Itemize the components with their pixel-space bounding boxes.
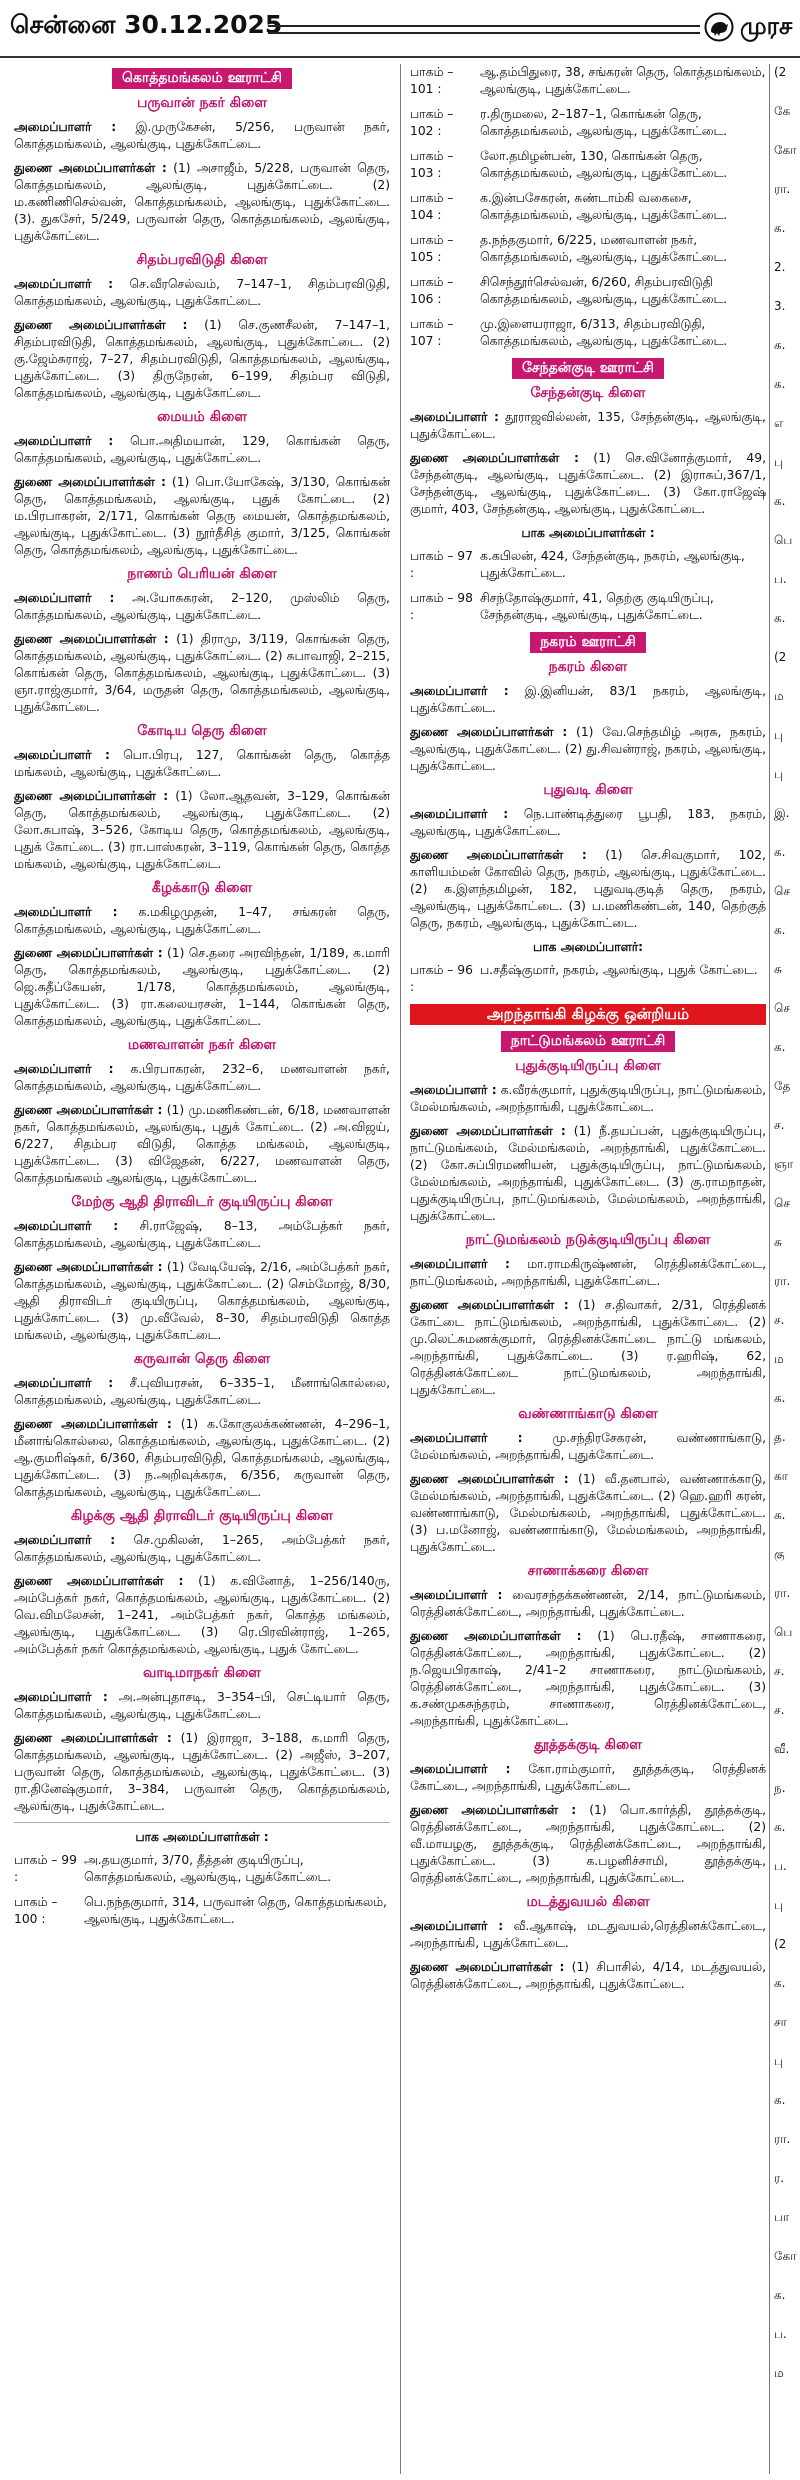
booth-number: பாகம் – 100 : (14, 1895, 58, 1926)
cut-off-text: ச. (774, 1664, 785, 1678)
cut-off-text: க. (774, 845, 786, 859)
role-label: துணை அமைப்பாளர்கள் : (14, 632, 169, 646)
role-label: துணை அமைப்பாளர்கள் : (14, 789, 169, 803)
section-label: பாக அமைப்பாளர்கள் : (521, 526, 655, 540)
member-details: கோ.ராம்குமார், தூத்தக்குடி, ரெத்தினக் கோட்டை, அறந்தாங்கி, புதுக்கோட்டை. (410, 1762, 766, 1793)
booth-row (410, 316, 766, 350)
branch-heading: சிதம்பரவிடுதி கிளை (136, 252, 268, 268)
cut-off-text: க. (774, 1040, 786, 1054)
cut-off-text: சு (774, 962, 782, 976)
cut-off-text: கா (774, 1469, 788, 1483)
member-details: க.மகிழமுதன், 1–47, சங்கரன் தெரு, கொத்தமங்கலம், ஆலங்குடி, புதுக்கோட்டை. (14, 905, 390, 936)
divider (14, 1822, 390, 1823)
branch-heading: புதுக்குடியிருப்பு கிளை (515, 1058, 661, 1074)
branch-heading: கருவான் தெரு கிளை (133, 1351, 271, 1367)
branch-heading: மேற்கு ஆதி திராவிடர் குடியிருப்பு கிளை (71, 1194, 333, 1210)
booth-number: பாகம் – 102 : (410, 107, 454, 138)
panchayat-banner: கொத்தமங்கலம் ஊராட்சி (112, 68, 292, 89)
member-details: அ.அன்புதாசடி, 3–354–பி, செட்டியார் தெரு, கொத்தமங்கலம், ஆலங்குடி, புதுக்கோட்டை. (14, 1690, 390, 1721)
role-label: அமைப்பாளர் : (14, 1533, 116, 1547)
booth-number: பாகம் – 106 : (410, 275, 454, 306)
cut-off-text: க. (774, 221, 786, 235)
member-details: வைரசந்தக்கண்ணன், 2/14, நாட்டுமங்கலம், ரெத்தினக்கோட்டை, அறந்தாங்கி, புதுக்கோட்டை. (410, 1588, 766, 1619)
member-entry (14, 1689, 390, 1723)
member-details: (1) பொ.கார்த்தி, தூத்தக்குடி, ரெத்தினக்கோட்டை, அறந்தாங்கி, புதுக்கோட்டை. (2) வீ.மாயழகு, தூத்தக்குடி, ரெத்தினக்கோட்டை, அறந்தாங்கி, புதுக்கோட்டை. (3) க.பழனிச்சாமி, தூத்தக்குடி, ரெத்தினக்கோட்டை, அறந்தாங்கி, புதுக்கோட்டை. (410, 1803, 766, 1885)
booth-member: சிசந்தோஷ்குமார், 41, தெற்கு குடியிருப்பு, சேந்தன்குடி, ஆலங்குடி, புதுக்கோட்டை. (480, 591, 714, 622)
panchayat-banner: சேந்தன்குடி ஊராட்சி (512, 358, 664, 379)
member-details: வீ.ஆகாஷ், மடதுவயல்,ரெத்தினக்கோட்டை, அறந்தாங்கி, புதுக்கோட்டை. (410, 1919, 766, 1950)
role-label: துணை அமைப்பாளர்கள் : (410, 451, 579, 465)
role-label: அமைப்பாளர் : (14, 591, 115, 605)
cut-off-text: த. (774, 1430, 786, 1444)
member-details: (1) செ.வினோத்குமார், 49, சேந்தன்குடி, ஆலங்குடி, புதுக்கோட்டை. (2) இராசுப்,367/1, சேந்தன்குடி, ஆலங்குடி, புதுக்கோட்டை. (3) கோ.ராஜேஷ் குமார், 403, சேந்தன்குடி, ஆலங்குடி, புதுக்கோட்டை. (410, 451, 766, 516)
cut-off-text: பெ (774, 1625, 793, 1639)
cut-off-text: ரா. (774, 1586, 791, 1600)
cut-off-text: பு (774, 1898, 783, 1912)
booth-member: த.நந்தகுமார், 6/225, மணவாளன் நகர், கொத்தமங்கலம், ஆலங்குடி, புதுக்கோட்டை. (480, 233, 728, 264)
member-details: சி.ராஜேஷ், 8–13, அம்பேத்கர் நகர், கொத்தமங்கலம், ஆலங்குடி, புதுக்கோட்டை. (14, 1219, 390, 1250)
member-entry (14, 1375, 390, 1409)
column-divider-1 (400, 64, 401, 2474)
cut-off-text: ப. (774, 2327, 787, 2341)
member-details: (1) வேடியேஷ், 2/16, அம்பேத்கர் நகர், கொத்தமங்கலம், ஆலங்குடி, புதுக்கோட்டை. (2) செம்மோஜ், 8/30, ஆதி திராவிடர் குடியிருப்பு, கொத்தமங்கலம், ஆலங்குடி, புதுக்கோட்டை. (3) மு.வீவேல், 8–30, சிதம்பரவிடுதி கொத்த மங்கலம், ஆலங்குடி, புதுக்கோட்டை. (14, 1260, 390, 1342)
member-entry (410, 1430, 766, 1464)
member-entry (14, 1218, 390, 1252)
cut-off-text: ரா. (774, 182, 791, 196)
role-label: அமைப்பாளர் : (410, 1083, 497, 1097)
member-details: (1) நீ.தயப்பன், புதுக்குடியிருப்பு, நாட்டுமங்கலம், மேல்மங்கலம், அறந்தாங்கி, புதுக்கோட்டை. (2) கோ.சுப்பிரமணியன், புதுக்குடியிருப்பு, நாட்டுமங்கலம், மேல்மங்கலம், அறந்தாங்கி, புதுக்கோட்டை. (3) கு.ராமநாதன், புதுக்குடியிருப்பு, நாட்டுமங்கலம், மேல்மங்கலம், அறந்தாங்கி, புதுக்கோட்டை. (410, 1124, 766, 1223)
cut-off-text: பெ (774, 533, 793, 547)
member-entry (14, 317, 390, 402)
cut-off-text: க. (774, 1976, 786, 1990)
booth-member: க.இன்பசேகரன், சுண்டாம்கி வகைசை, கொத்தமங்கலம், ஆலங்குடி, புதுக்கோட்டை. (480, 191, 728, 222)
role-label: துணை அமைப்பாளர்கள் : (410, 1472, 569, 1486)
member-details: தூராஜவில்லன், 135, சேந்தன்குடி, ஆலங்குடி, புதுக்கோட்டை. (410, 410, 766, 441)
booth-member: ஆ.தம்பிதுரை, 38, சங்கரன் தெரு, கொத்தமங்கலம், ஆலங்குடி, புதுக்கோட்டை. (480, 65, 766, 96)
role-label: அமைப்பாளர் : (410, 684, 509, 698)
branch-heading: நகரம் கிளை (548, 659, 628, 675)
cut-off-text: பு (774, 728, 783, 742)
member-details: இ.முருகேசன், 5/256, பருவான் நகர், கொத்தமங்கலம், ஆலங்குடி, புதுக்கோட்டை. (14, 120, 390, 151)
branch-heading: கீழக்காடு கிளை (151, 880, 253, 896)
cut-off-text: க. (774, 1391, 786, 1405)
booth-row (410, 232, 766, 266)
member-details: (1) திராமு, 3/119, கொங்கன் தெரு, கொத்தமங்கலம், ஆலங்குடி, புதுக்கோட்டை. (2) சுபாவாஜி, 2–215, கொங்கன் தெரு, கொத்தமங்கலம், ஆலங்குடி, புதுக்கோட்டை. (3) ஞா.ராஜ்குமார், 3/64, மருதன் தெரு, கொத்தமங்கலம், ஆலங்குடி, புதுக்கோட்டை. (14, 632, 390, 714)
member-details: (1) மு.மணிகண்டன், 6/18, மணவாளன் நகர், கொத்தமங்கலம், ஆலங்குடி, புதுக் கோட்டை. (2) அ.விஜய், 6/227, சிதம்பர விடுதி, கொத்த மங்கலம், ஆலங்குடி, புதுக்கோட்டை. (3) விஜேதன், 6/227, மணவாளன் தெரு, கொத்தமங்கலம் ஆலங்குடி, புதுக்கோட்டை. (14, 1103, 390, 1185)
member-entry (14, 1532, 390, 1566)
cut-off-text: கே (774, 104, 791, 118)
cut-off-text: ப. (774, 572, 787, 586)
role-label: துணை அமைப்பாளர்கள் : (14, 475, 166, 489)
member-entry (410, 1628, 766, 1730)
member-entry (410, 724, 766, 775)
column-right-fragment (774, 64, 800, 2474)
member-details: (1) சிபாசில், 4/14, மடத்துவயல், ரெத்தினக்கோட்டை, அறந்தாங்கி, புதுக்கோட்டை. (410, 1960, 766, 1991)
member-entry (410, 1587, 766, 1621)
booth-number: பாகம் – 96 : (410, 963, 473, 994)
branch-heading: நாட்டுமங்கலம் நடுக்குடியிருப்பு கிளை (465, 1232, 711, 1248)
role-label: அமைப்பாளர் : (14, 120, 117, 134)
member-details: (1) பொ.யோகேஷ், 3/130, கொங்கன் தெரு, கொத்தமங்கலம், ஆலங்குடி, புதுக் கோட்டை. (2) ம.பிரபாகரன், 2/171, கொங்கன் தெரு மையன், கொத்தமங்கலம், ஆலங்குடி, புதுக்கோட்டை. (3) நூர்தீசித் குமார், 3/125, கொங்கன் தெரு, கொத்தமங்கலம், ஆலங்குடி, புதுக்கோட்டை. (14, 475, 390, 557)
cut-off-text: கோ (774, 2249, 797, 2263)
member-details: மு.சந்திரசேகரன், வண்ணாங்காடு, மேல்மங்கலம், அறந்தாங்கி, புதுக்கோட்டை. (410, 1431, 766, 1462)
branch-heading: கோடிய தெரு கிளை (137, 723, 267, 739)
member-entry (14, 1730, 390, 1815)
panchayat-banner: நாட்டுமங்கலம் ஊராட்சி (501, 1031, 675, 1052)
member-entry (410, 1918, 766, 1952)
member-entry (410, 450, 766, 518)
cut-off-text: பு (774, 767, 783, 781)
branch-heading: கிழக்கு ஆதி திராவிடர் குடியிருப்பு கிளை (70, 1508, 334, 1524)
member-details: (1) செ.சிவகுமார், 102, காளியம்மன் கோவில் தெரு, நகரம், ஆலங்குடி, புதுக்கோட்டை. (2) க.இளந்தமிழன், 182, புதுவடிகுடித் தெரு, நகரம், ஆலங்குடி, புதுக்கோட்டை. (3) ப.மணிகண்டன், 140, தெற்குத் தெரு, நகரம், ஆலங்குடி, புதுக்கோட்டை. (410, 848, 766, 930)
member-entry (14, 119, 390, 153)
role-label: அமைப்பாளர் : (410, 1919, 504, 1933)
cut-off-text: செ (774, 1196, 790, 1210)
member-entry (14, 1061, 390, 1095)
role-label: அமைப்பாளர் : (410, 807, 509, 821)
role-label: துணை அமைப்பாளர்கள் : (14, 946, 163, 960)
role-label: துணை அமைப்பாளர்கள் : (410, 1124, 566, 1138)
booth-member: பெ.நந்தகுமார், 314, பருவான் தெரு, கொத்தமங்கலம், ஆலங்குடி, புதுக்கோட்டை. (84, 1895, 387, 1926)
cut-off-text: செ (774, 884, 790, 898)
member-details: (1) லோ.ஆதவன், 3–129, கொங்கன் தெரு, கொத்தமங்கலம், ஆலங்குடி, புதுக்கோட்டை. (2) லோ.சுபாஷ், 3–526, கோடிய தெரு, கொத்தமங்கலம், ஆலங்குடி, புதுக் கோட்டை. (3) ரா.பாஸ்கரன், 3–119, கொங்கன் தெரு, கொத்த மங்கலம், ஆலங்குடி, புதுக்கோட்டை. (14, 789, 390, 871)
cut-off-text: க. (774, 494, 786, 508)
member-details: (1) இராஜா, 3–188, க.மாரி தெரு, கொத்தமங்கலம், ஆலங்குடி, புதுக்கோட்டை. (2) அஜீஸ், 3–207, பருவான் தெரு, கொத்தமங்கலம், ஆலங்குடி, புதுக்கோட்டை. (3) ரா.தினேஷ்குமார், 3–384, பருவான் தெரு, கொத்தமங்கலம், ஆலங்குடி, புதுக்கோட்டை. (14, 1731, 390, 1813)
booth-number: பாகம் – 101 : (410, 65, 454, 96)
member-entry (14, 1416, 390, 1501)
cut-off-text: 2. (774, 260, 786, 274)
role-label: துணை அமைப்பாளர்கள் : (410, 1629, 582, 1643)
member-entry (14, 904, 390, 938)
member-entry (14, 945, 390, 1030)
role-label: அமைப்பாளர் : (410, 1431, 523, 1445)
section-label: பாக அமைப்பாளர்கள் : (135, 1830, 269, 1844)
branch-heading: மையம் கிளை (156, 409, 247, 425)
booth-number: பாகம் – 105 : (410, 233, 454, 264)
booth-row (410, 274, 766, 308)
cut-off-text: க. (774, 377, 786, 391)
booth-row (14, 1894, 390, 1928)
member-details: நெ.பாண்டித்துரை பூபதி, 183, நகரம், ஆலங்குடி, புதுக்கோட்டை. (410, 807, 766, 838)
member-details: (1) ச.திவாகர், 2/31, ரெத்தினக் கோட்டை நாட்டுமங்கலம், அறந்தாங்கி, புதுக்கோட்டை. (2) மு.லெட்சுமணக்குமார், ரெத்தினக்கோட்டை நாட்டு மங்கலம், அறந்தாங்கி, புதுக்கோட்டை. (3) ர.ஹரிஷ், 62, ரெத்தினக்கோட்டை நாட்டுமங்கலம், அறந்தாங்கி, புதுக்கோட்டை. (410, 1298, 766, 1397)
cut-off-text: க. (774, 2093, 786, 2107)
role-label: அமைப்பாளர் : (14, 434, 114, 448)
member-entry (14, 788, 390, 873)
member-details: (1) செ.தரை அரவிந்தன், 1/189, க.மாரி தெரு, கொத்தமங்கலம், ஆலங்குடி, புதுக்கோட்டை. (2) ஜெ.சுதீப்கேயன், 1/178, கொத்தமங்கலம், ஆலங்குடி, புதுக்கோட்டை. (3) ரா.கலையரசன், 1–144, கொங்கன் தெரு, கொத்தமங்கலம், ஆலங்குடி, புதுக்கோட்டை. (14, 946, 390, 1028)
member-details: சீ.புவியரசன், 6–335–1, மீனாங்கொல்லை, கொத்தமங்கலம், ஆலங்குடி, புதுக்கோட்டை. (14, 1376, 390, 1407)
header-double-rule (268, 25, 700, 34)
branch-heading: சேந்தன்குடி கிளை (530, 385, 646, 401)
cut-off-text: ச. (774, 1703, 785, 1717)
role-label: அமைப்பாளர் : (410, 1257, 510, 1271)
member-details: பொ.அதிமயான், 129, கொங்கன் தெரு, கொத்தமங்கலம், ஆலங்குடி, புதுக்கோட்டை. (14, 434, 390, 465)
member-entry (410, 1297, 766, 1399)
member-entry (14, 1573, 390, 1658)
member-entry (410, 1959, 766, 1993)
member-entry (410, 1256, 766, 1290)
cut-off-text: ம (774, 1352, 784, 1366)
cut-off-text: க. (774, 923, 786, 937)
role-label: அமைப்பாளர் : (14, 1690, 108, 1704)
member-entry (14, 747, 390, 781)
member-details: க.வீரக்குமார், புதுக்குடியிருப்பு, நாட்டுமங்கலம், மேல்மங்கலம், அறந்தாங்கி, புதுக்கோட்டை. (410, 1083, 766, 1114)
member-entry (14, 1259, 390, 1344)
booth-row (410, 106, 766, 140)
member-entry (410, 1471, 766, 1556)
cut-off-text: பு (774, 2054, 783, 2068)
cut-off-text: க. (774, 1508, 786, 1522)
role-label: துணை அமைப்பாளர்கள் : (14, 1417, 172, 1431)
member-entry (410, 806, 766, 840)
branch-heading: வண்ணாங்காடு கிளை (518, 1406, 658, 1422)
role-label: அமைப்பாளர் : (14, 1376, 114, 1390)
booth-row (410, 962, 766, 996)
branch-heading: வாடிமாநகர் கிளை (143, 1665, 261, 1681)
cut-off-text: செ (774, 1001, 790, 1015)
cut-off-text: (2 (774, 1937, 787, 1951)
role-label: துணை அமைப்பாளர்கள் : (14, 161, 167, 175)
cut-off-text: ரா. (774, 2132, 791, 2146)
cut-off-text: ந. (774, 1781, 786, 1795)
cut-off-text: இ. (774, 806, 790, 820)
column-middle (410, 64, 766, 2474)
cut-off-text: சு (774, 1235, 782, 1249)
union-banner: அறந்தாங்கி கிழக்கு ஒன்றியம் (410, 1004, 766, 1025)
cut-off-text: (2 (774, 65, 787, 79)
role-label: துணை அமைப்பாளர்கள் : (14, 1103, 163, 1117)
column-divider-2 (769, 64, 770, 2474)
booth-number: பாகம் – 104 : (410, 191, 454, 222)
role-label: அமைப்பாளர் : (410, 1588, 503, 1602)
cut-off-text: ச. (774, 1313, 785, 1327)
cut-off-text: வீ. (774, 1742, 790, 1756)
role-label: அமைப்பாளர் : (410, 1762, 511, 1776)
booth-number: பாகம் – 99 : (14, 1853, 77, 1884)
masthead-fragment: முரச (740, 12, 793, 40)
role-label: அமைப்பாளர் : (14, 1219, 119, 1233)
booth-member: ர.திருமலை, 2–187–1, கொங்கன் தெரு, கொத்தமங்கலம், ஆலங்குடி, புதுக்கோட்டை. (480, 107, 728, 138)
cut-off-text: பு (774, 455, 783, 469)
member-details: (1) க.வினோத், 1–256/140ரு, அம்பேத்கர் நகர், கொத்தமங்கலம், ஆலங்குடி, புதுக்கோட்டை. (2) வெ.விமலேசன், 1–241, அம்பேத்கர் நகர், கொத்த மங்கலம், ஆலங்குடி, புதுக்கோட்டை. (3) ரெ.பிரவின்ராஜ், 1–265, அம்பேத்கர் நகர் கொத்தமங்கலம், ஆலங்குடி, புதுக் கோட்டை. (14, 1574, 390, 1656)
member-details: க.பிரபாகரன், 232–6, மணவாளன் நகர், கொத்தமங்கலம், ஆலங்குடி, புதுக்கோட்டை. (14, 1062, 390, 1093)
member-entry (14, 590, 390, 624)
booth-member: லோ.தமிழன்பன், 130, கொங்கன் தெரு, கொத்தமங்கலம், ஆலங்குடி, புதுக்கோட்டை. (480, 149, 728, 180)
cut-off-text: பா (774, 2210, 790, 2224)
cut-off-text: க. (774, 2288, 786, 2302)
panchayat-banner: நகரம் ஊராட்சி (530, 632, 646, 653)
member-entry (14, 160, 390, 245)
booth-member: அ.தயகுமார், 3/70, தீத்தன் குடியிருப்பு, கொத்தமங்கலம், ஆலங்குடி, புதுக்கோட்டை. (84, 1853, 332, 1884)
cut-off-text: ரா. (774, 1274, 791, 1288)
cut-off-text: 3. (774, 299, 786, 313)
branch-heading: புதுவடி கிளை (543, 782, 633, 798)
member-details: மா.ராமகிருஷ்ணன், ரெத்தினக்கோட்டை, நாட்டுமங்கலம், அறந்தாங்கி, புதுக்கோட்டை. (410, 1257, 766, 1288)
branch-heading: சாணாக்கரை கிளை (527, 1563, 649, 1579)
cut-off-text: கு (774, 1547, 785, 1561)
booth-row (410, 548, 766, 582)
cut-off-text: (2 (774, 650, 787, 664)
role-label: துணை அமைப்பாளர்கள் : (410, 1960, 565, 1974)
branch-heading: பருவான் நகர் கிளை (136, 95, 268, 111)
cut-off-text: க. (774, 338, 786, 352)
member-entry (410, 1123, 766, 1225)
booth-number: பாகம் – 107 : (410, 317, 454, 348)
member-details: (1) பெ.ரதீஷ், சாணாகரை, ரெத்தினக்கோட்டை, அறந்தாங்கி, புதுக்கோட்டை. (2) ந.ஜெயபிரகாஷ், 2/41–2 சாணாகரை, நாட்டுமங்கலம், ரெத்தினக்கோட்டை, அறந்தாங்கி, புதுக்கோட்டை. (3) க.சண்முகசுந்தரம், சாணாகரை, ரெத்தினக்கோட்டை, அறந்தாங்கி, புதுக்கோட்டை. (410, 1629, 766, 1728)
member-details: செ.முகிலன், 1–265, அம்பேத்கர் நகர், கொத்தமங்கலம், ஆலங்குடி, புதுக்கோட்டை. (14, 1533, 390, 1564)
booth-member: மு.இளையராஜா, 6/313, சிதம்பரவிடுதி, கொத்தமங்கலம், ஆலங்குடி, புதுக்கோட்டை. (480, 317, 728, 348)
member-details: (1) க.கோகுலக்கண்ணன், 4–296–1, மீனாங்கொல்லை, கொத்தமங்கலம், ஆலங்குடி, புதுக்கோட்டை. (2) ஆ.குமரிஷ்கர், 6/360, சிதம்பரவிடுதி, கொத்தமங்கலம், ஆலங்குடி, புதுக்கோட்டை. (3) ந.அறிவுக்கரசு, 6/356, கருவான் தெரு, கொத்தமங்கலம், ஆலங்குடி, புதுக்கோட்டை. (14, 1417, 390, 1499)
booth-member: சிசெந்தூர்செல்வன், 6/260, சிதம்பரவிடுதி கொத்தமங்கலம், ஆலங்குடி, புதுக்கோட்டை. (480, 275, 728, 306)
member-details: (1) வே.செந்தமிழ் அரசு, நகரம், ஆலங்குடி, புதுக்கோட்டை. (2) து.சிவன்ராஜ், நகரம், ஆலங்குடி, புதுக்கோட்டை. (410, 725, 766, 773)
role-label: துணை அமைப்பாளர்கள் : (14, 318, 188, 332)
branch-heading: மணவாளன் நகர் கிளை (127, 1037, 277, 1053)
member-entry (410, 1802, 766, 1887)
header-divider (0, 56, 800, 58)
booth-number: பாகம் – 103 : (410, 149, 454, 180)
member-entry (14, 1102, 390, 1187)
role-label: அமைப்பாளர் : (410, 410, 499, 424)
member-details: (1) வீ.தனபால், வண்ணாக்காடு, மேல்மங்கலம், அறந்தாங்கி, புதுக்கோட்டை. (2) ஹெ.ஹரி கரன், வண்ணாங்காடு, மேல்மங்கலம், அறந்தாங்கி, புதுக்கோட்டை. (3) ப.மனோஜ், வண்ணாங்காடு, மேல்மங்கலம், அறந்தாங்கி, புதுக்கோட்டை. (410, 1472, 766, 1554)
booth-number: பாகம் – 98 : (410, 591, 473, 622)
member-entry (14, 474, 390, 559)
role-label: துணை அமைப்பாளர்கள் : (14, 1260, 163, 1274)
section-label: பாக அமைப்பாளர்: (532, 940, 644, 954)
member-entry (410, 409, 766, 443)
role-label: அமைப்பாளர் : (14, 748, 110, 762)
role-label: துணை அமைப்பாளர்கள் : (410, 848, 587, 862)
cut-off-text: எ (774, 416, 784, 430)
cut-off-text: ப. (774, 1859, 787, 1873)
member-entry (410, 1761, 766, 1795)
booth-row (410, 64, 766, 98)
member-details: அ.யோசுகரன், 2–120, முஸ்லிம் தெரு, கொத்தமங்கலம், ஆலங்குடி, புதுக்கோட்டை. (14, 591, 390, 622)
cut-off-text: ம (774, 2366, 784, 2380)
member-details: பொ.பிரபு, 127, கொங்கன் தெரு, கொத்த மங்கலம், ஆலங்குடி, புதுக்கோட்டை. (14, 748, 390, 779)
member-details: இ.இனியன், 83/1 நகரம், ஆலங்குடி, புதுக்கோட்டை. (410, 684, 766, 715)
cut-off-text: ஞா (774, 1157, 794, 1171)
booth-row (410, 148, 766, 182)
role-label: துணை அமைப்பாளர்கள் : (14, 1574, 184, 1588)
page-header (0, 0, 800, 52)
member-entry (14, 433, 390, 467)
booth-row (14, 1852, 390, 1886)
role-label: அமைப்பாளர் : (14, 905, 118, 919)
member-details: (1) அசாஜீம், 5/228, பருவான் தெரு, கொத்தமங்கலம், ஆலங்குடி, புதுக்கோட்டை. (2) ம.கணிணிசெல்வன், கொத்தமங்கலம், ஆலங்குடி, புதுக்கோட்டை. (3). துகசேர், 5/249, பருவான் தெரு, கொத்தமங்கலம், ஆலங்குடி, புதுக்கோட்டை. (14, 161, 390, 243)
role-label: துணை அமைப்பாளர்கள் : (14, 1731, 172, 1745)
cut-off-text: கோ (774, 143, 797, 157)
member-entry (14, 276, 390, 310)
member-entry (410, 683, 766, 717)
role-label: துணை அமைப்பாளர்கள் : (410, 725, 568, 739)
role-label: அமைப்பாளர் : (14, 277, 114, 291)
cut-off-text: தே (774, 1079, 791, 1093)
cut-off-text: ம (774, 689, 784, 703)
member-entry (410, 1082, 766, 1116)
branch-heading: தூத்தக்குடி கிளை (534, 1737, 642, 1753)
booth-row (410, 190, 766, 224)
cut-off-text: க. (774, 611, 786, 625)
booth-row (410, 590, 766, 624)
branch-heading: மடத்துவயல் கிளை (526, 1894, 650, 1910)
booth-member: க.கபிலன், 424, சேந்தன்குடி, நகரம், ஆலங்குடி, புதுக்கோட்டை. (480, 549, 745, 580)
cut-off-text: ர. (774, 2171, 785, 2185)
booth-member: ப.சதீஷ்குமார், நகரம், ஆலங்குடி, புதுக் கோட்டை. (480, 963, 758, 977)
role-label: துணை அமைப்பாளர்கள் : (410, 1298, 569, 1312)
member-details: செ.வீரசெல்வம், 7–147–1, சிதம்பரவிடுதி, கொத்தமங்கலம், ஆலங்குடி, புதுக்கோட்டை. (14, 277, 390, 308)
newspaper-emblem-icon (704, 12, 734, 42)
cut-off-text: சா (774, 2015, 787, 2029)
role-label: அமைப்பாளர் : (14, 1062, 114, 1076)
cut-off-text: க. (774, 1820, 786, 1834)
booth-number: பாகம் – 97 : (410, 549, 473, 580)
cut-off-text: ச. (774, 1118, 785, 1132)
member-details: (1) செ.குணசீலன், 7–147–1, சிதம்பரவிடுதி, கொத்தமங்கலம், ஆலங்குடி, புதுக்கோட்டை. (2) கு.ஜேம்சுராஜ், 7–27, சிதம்பரவிடுதி, கொத்தமங்கலம், ஆலங்குடி, புதுக்கோட்டை. (3) திருநேரன், 6–199, சிதம்பர விடுதி, கொத்தமங்கலம், ஆலங்குடி, புதுக்கோட்டை. (14, 318, 390, 400)
member-entry (14, 631, 390, 716)
branch-heading: நாணம் பெரியன் கிளை (127, 566, 277, 582)
member-entry (410, 847, 766, 932)
city-date-title: சென்னை 30.12.2025 (10, 10, 283, 39)
column-left (14, 64, 390, 2474)
role-label: துணை அமைப்பாளர்கள் : (410, 1803, 577, 1817)
